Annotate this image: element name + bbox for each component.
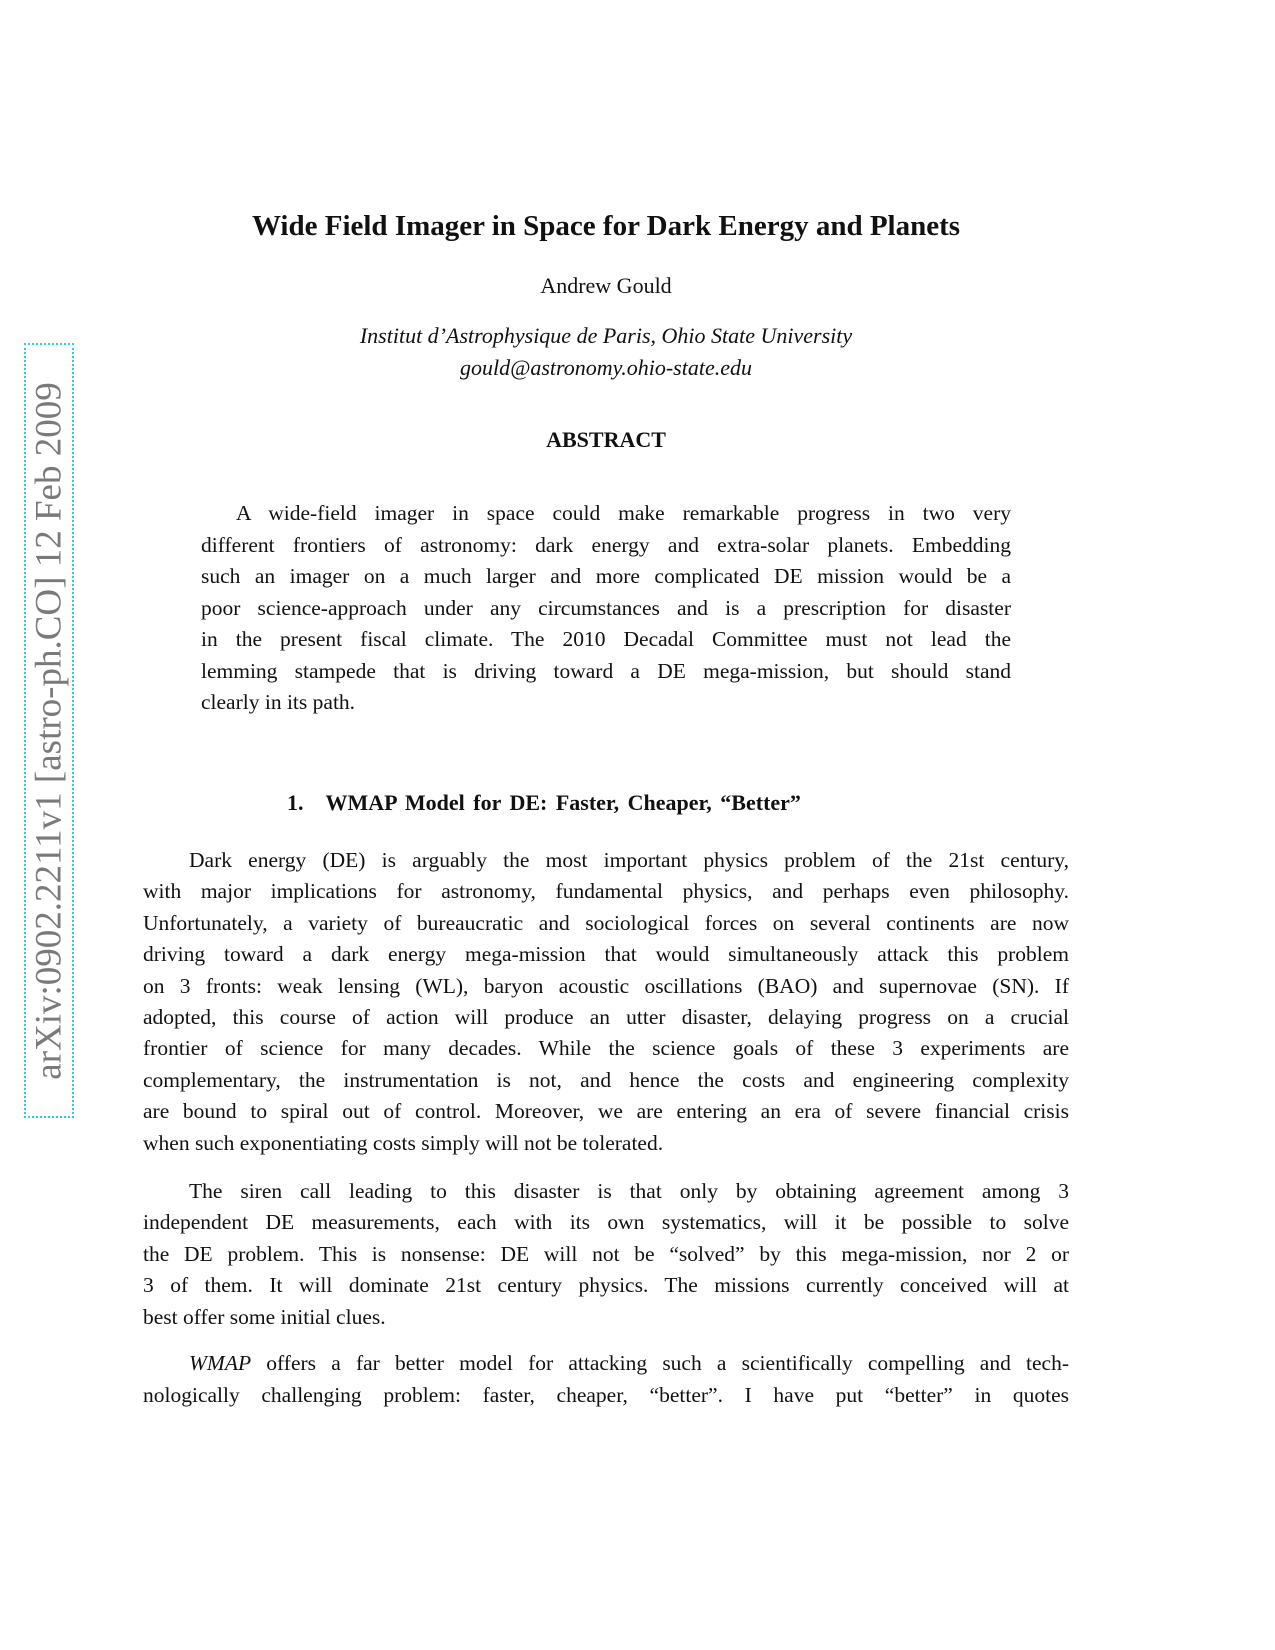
paragraph-line: nologically challenging problem: faster, cheaper, “better”. I have put “better” in quotes [143,1383,1069,1407]
paragraph-line: frontier of science for many decades. While the science goals of these 3 experiments are [143,1036,1069,1061]
section-heading [287,790,801,816]
paragraph-line: adopted, this course of action will produce an utter disaster, delaying progress on a crucial [143,1005,1069,1029]
paragraph-line: are bound to spiral out of control. Moreover, we are entering an era of severe financial crisis [143,1099,1069,1124]
paragraph-text: offers a far better model for attacking such a scientifically compelling and tech- [251,1351,1069,1375]
wmap-italic: WMAP [189,1351,252,1375]
paragraph-line: when such exponentiating costs simply will not be tolerated. [143,1130,664,1155]
section-number: 1. [287,790,304,815]
paragraph-line: The siren call leading to this disaster is that only by obtaining agreement among 3 [189,1179,1069,1203]
email: gould@astronomy.ohio-state.edu [460,355,752,380]
abstract-line: poor science-approach under any circumstances and is a prescription for disaster [201,595,1011,620]
abstract-line: such an imager on a much larger and more complicated DE mission would be a [201,564,1011,588]
abstract-line: A wide-field imager in space could make remarkable progress in two very [236,501,1011,525]
abstract-line: clearly in its path. [201,690,356,714]
paragraph-line: driving toward a dark energy mega-mission that would simultaneously attack this problem [143,942,1069,967]
abstract-line: different frontiers of astronomy: dark energy and extra-solar planets. Embedding [201,532,1011,557]
paragraph-line: independent DE measurements, each with its own systematics, will it be possible to solve [143,1210,1069,1235]
arxiv-identifier: arXiv:0902.2211v1 [astro-ph.CO] 12 Feb 2009 [28,381,70,1080]
abstract-heading: ABSTRACT [546,427,666,452]
paragraph-line: the DE problem. This is nonsense: DE will not be “solved” by this mega-mission, nor 2 or [143,1241,1069,1266]
paper-title: Wide Field Imager in Space for Dark Energy and Planets [251,210,961,242]
paragraph-line: complementary, the instrumentation is not, and hence the costs and engineering complexity [143,1067,1069,1092]
author: Andrew Gould [540,273,672,298]
paragraph-line: best offer some initial clues. [143,1304,386,1329]
paragraph-line: Unfortunately, a variety of bureaucratic and sociological forces on several continents are now [143,910,1069,935]
arxiv-stamp [24,343,74,1118]
paragraph-line: on 3 fronts: weak lensing (WL), baryon acoustic oscillations (BAO) and supernovae (SN). If [143,973,1069,998]
affiliation: Institut d’Astrophysique de Paris, Ohio State University [359,323,853,348]
section-title: WMAP Model for DE: Faster, Cheaper, “Better” [325,790,801,815]
paragraph-line: 3 of them. It will dominate 21st century physics. The missions currently conceived will at [143,1273,1069,1298]
abstract-line: in the present fiscal climate. The 2010 Decadal Committee must not lead the [201,627,1011,651]
paragraph-line: Dark energy (DE) is arguably the most important physics problem of the 21st century, [189,848,1069,872]
paragraph-line: with major implications for astronomy, fundamental physics, and perhaps even philosophy. [143,879,1069,904]
paragraph-line [189,1349,1069,1377]
abstract-line: lemming stampede that is driving toward a DE mega-mission, but should stand [201,658,1011,683]
